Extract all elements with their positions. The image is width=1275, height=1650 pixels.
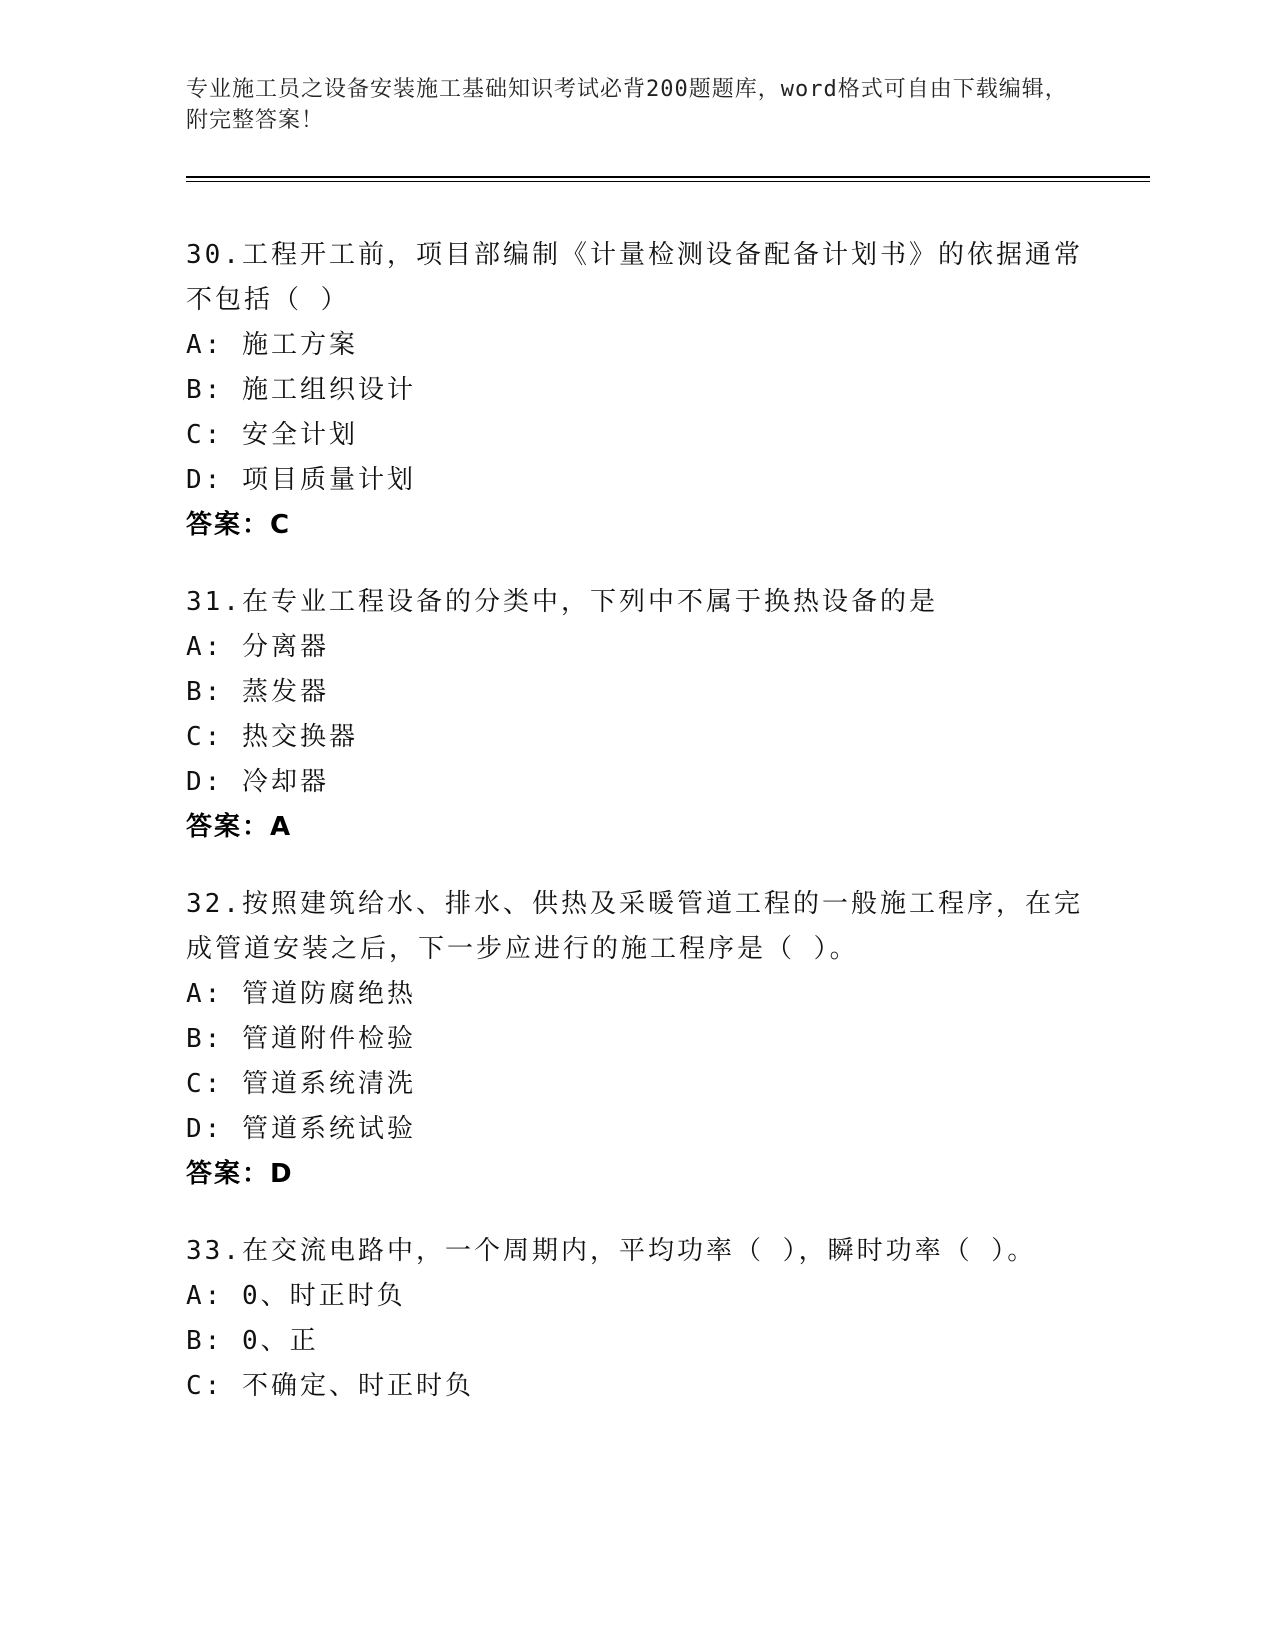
document-header: 专业施工员之设备安装施工基础知识考试必背200题题库，word格式可自由下载编辑，附完整答案！ xyxy=(186,77,1068,133)
option-d: D: 冷却器 xyxy=(186,767,329,797)
question-text: 30.工程开工前，项目部编制《计量检测设备配备计划书》的依据通常不包括（ ） xyxy=(186,240,1083,315)
answer: 答案：D xyxy=(186,1159,294,1189)
option-b: B: 施工组织设计 xyxy=(186,375,416,405)
header-rule-thin xyxy=(186,181,1150,182)
answer: 答案：C xyxy=(186,510,292,540)
option-b: B: 管道附件检验 xyxy=(186,1024,416,1054)
answer: 答案：A xyxy=(186,812,293,842)
option-c: C: 管道系统清洗 xyxy=(186,1069,416,1099)
option-b: B: 0、正 xyxy=(186,1326,319,1356)
option-a: A: 管道防腐绝热 xyxy=(186,979,416,1009)
question-text: 32.按照建筑给水、排水、供热及采暖管道工程的一般施工程序，在完成管道安装之后，下一步应进行的施工程序是（ ）。 xyxy=(186,889,1083,964)
option-c: C: 安全计划 xyxy=(186,420,358,450)
option-a: A: 0、时正时负 xyxy=(186,1281,406,1311)
option-b: B: 蒸发器 xyxy=(186,677,329,707)
question-text: 33.在交流电路中，一个周期内，平均功率（ ），瞬时功率（ ）。 xyxy=(186,1236,1037,1266)
question-32 xyxy=(186,882,1086,1197)
question-31 xyxy=(186,580,1086,850)
header-rule-thick xyxy=(186,176,1150,178)
option-d: D: 管道系统试验 xyxy=(186,1114,416,1144)
option-c: C: 热交换器 xyxy=(186,722,358,752)
question-30 xyxy=(186,233,1086,548)
question-text: 31.在专业工程设备的分类中，下列中不属于换热设备的是 xyxy=(186,587,938,617)
option-a: A: 施工方案 xyxy=(186,330,358,360)
option-a: A: 分离器 xyxy=(186,632,329,662)
option-c: C: 不确定、时正时负 xyxy=(186,1371,474,1401)
question-list xyxy=(186,233,1086,1441)
question-33 xyxy=(186,1229,1086,1409)
option-d: D: 项目质量计划 xyxy=(186,465,416,495)
